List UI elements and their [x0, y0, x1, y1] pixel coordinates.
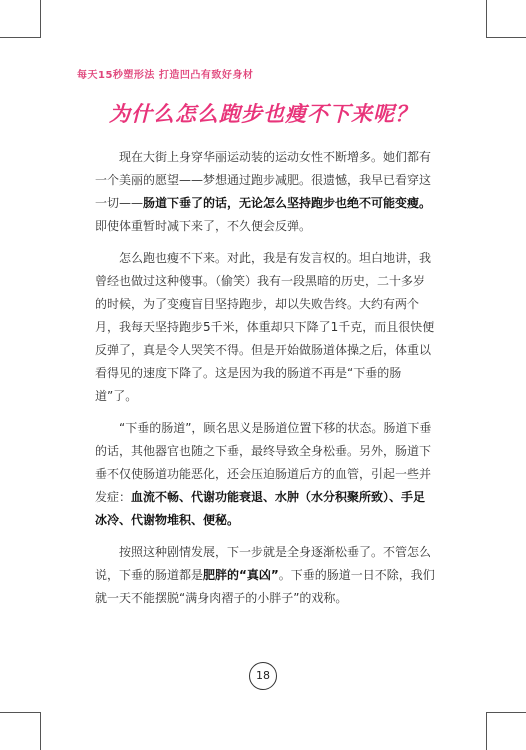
paragraph	[95, 417, 435, 532]
article-body	[95, 146, 435, 619]
emphasis-text: 肥胖的“真凶”	[203, 568, 279, 582]
crop-mark	[0, 37, 40, 38]
running-header: 每天15秒塑形法 打造凹凸有致好身材	[77, 70, 254, 81]
crop-mark	[486, 0, 487, 38]
page-title: 为什么怎么跑步也瘦不下来呢？	[109, 102, 417, 126]
crop-mark	[486, 712, 526, 713]
paragraph	[95, 247, 435, 408]
paragraph	[95, 541, 435, 610]
crop-mark	[486, 712, 487, 750]
text-run: 按照这种剧情发展，下一步就是全身逐渐松垂了。不管怎么说，下垂的肠道都是	[95, 545, 432, 582]
crop-mark	[40, 0, 41, 38]
text-run: 怎么跑也瘦不下来。对此，我是有发言权的。坦白地讲，我曾经也做过这种傻事。（偷笑）我有一段黑暗的历史，二十多岁的时候，为了变瘦盲目坚持跑步，却以失败告终。大约有两个月，我每天坚持跑步5千米，体重却只下降了1千克，而且很快便反弹了，真是令人哭笑不得。但是开始做肠道体操之后，体重以看得见的速度下降了。这是因为我的肠道不再是“下垂的肠道”了。	[95, 251, 435, 403]
emphasis-text: 血流不畅、代谢功能衰退、水肿（水分积聚所致）、手足冰冷、代谢物堆积、便秘。	[95, 490, 426, 527]
crop-mark	[0, 712, 40, 713]
crop-mark	[486, 37, 526, 38]
text-run: 即使体重暂时减下来了，不久便会反弹。	[95, 219, 312, 233]
paragraph	[95, 146, 435, 238]
text-run: 现在大街上身穿华丽运动装的运动女性不断增多。她们都有一个美丽的愿望——梦想通过跑步减肥。很遗憾，我早已看穿这一切——	[95, 150, 432, 210]
page-number: 18	[249, 662, 277, 690]
crop-mark	[40, 712, 41, 750]
text-run: 。下垂的肠道一日不除，我们就一天不能摆脱“满身肉褶子的小胖子”的戏称。	[95, 568, 435, 605]
emphasis-text: 肠道下垂了的话，无论怎么坚持跑步也绝不可能变瘦。	[143, 196, 432, 210]
text-run: “下垂的肠道”，顾名思义是肠道位置下移的状态。肠道下垂的话，其他器官也随之下垂，最终导致全身松垂。另外，肠道下垂不仅使肠道功能恶化，还会压迫肠道后方的血管，引起一些并发症：	[95, 421, 432, 504]
